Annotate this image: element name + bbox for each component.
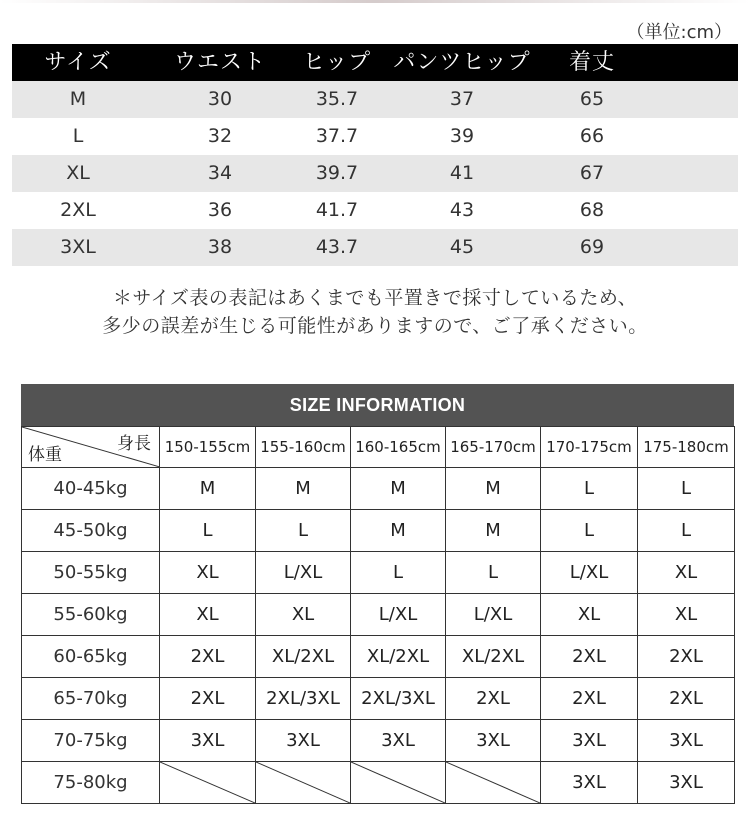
size-recommendation: 2XL [638, 678, 735, 720]
size-grid [21, 426, 735, 804]
size-recommendation: M [256, 468, 351, 510]
size-table [12, 44, 738, 266]
corner-height-label: 身長 [117, 434, 151, 454]
height-header: 175-180cm [638, 427, 735, 468]
size-recommendation: XL [160, 552, 256, 594]
size-cell-hip: 37.7 [315, 125, 359, 147]
size-row [12, 229, 738, 266]
size-information-table [21, 384, 734, 804]
size-row [12, 192, 738, 229]
size-table-body [12, 81, 738, 266]
size-recommendation: 2XL [446, 678, 541, 720]
size-cell-size: 3XL [60, 236, 96, 258]
size-cell-pants-hip: 43 [449, 199, 475, 221]
size-recommendation: L [638, 468, 735, 510]
weight-row [22, 678, 735, 720]
weight-row [22, 720, 735, 762]
empty-cell [351, 762, 446, 804]
size-recommendation: M [351, 468, 446, 510]
size-recommendation: XL [256, 594, 351, 636]
size-cell-hip: 39.7 [315, 162, 359, 184]
size-cell-size: L [72, 125, 84, 147]
size-cell-hip: 35.7 [315, 88, 359, 110]
size-recommendation: L [638, 510, 735, 552]
height-header: 170-175cm [541, 427, 638, 468]
size-row [12, 81, 738, 118]
size-recommendation: 3XL [446, 720, 541, 762]
size-cell-waist: 36 [207, 199, 233, 221]
size-cell-pants-hip: 39 [449, 125, 475, 147]
size-recommendation: M [446, 468, 541, 510]
size-recommendation: XL/2XL [351, 636, 446, 678]
size-recommendation: XL [541, 594, 638, 636]
size-recommendation: 2XL [160, 636, 256, 678]
size-cell-length: 65 [579, 88, 605, 110]
height-header: 150-155cm [160, 427, 256, 468]
note-line-1: ＊サイズ表の表記はあくまでも平置きで採寸しているため、 [112, 287, 638, 309]
size-cell-size: 2XL [60, 199, 96, 221]
empty-cell [256, 762, 351, 804]
weight-row [22, 594, 735, 636]
weight-row [22, 762, 735, 804]
size-cell-pants-hip: 37 [449, 88, 475, 110]
header-length: 着丈 [568, 50, 615, 75]
size-recommendation: 3XL [160, 720, 256, 762]
header-pants-hip: パンツヒップ [393, 50, 531, 75]
height-header: 165-170cm [446, 427, 541, 468]
weight-row [22, 552, 735, 594]
size-recommendation: 2XL [638, 636, 735, 678]
size-cell-waist: 30 [207, 88, 233, 110]
header-size: サイズ [44, 50, 112, 75]
size-row [12, 155, 738, 192]
weight-row [22, 468, 735, 510]
empty-cell-diagonal [446, 762, 540, 803]
height-header-row [22, 427, 735, 468]
size-recommendation: 2XL [541, 678, 638, 720]
weight-row [22, 510, 735, 552]
weight-label: 65-70kg [22, 678, 160, 720]
size-recommendation: 2XL/3XL [351, 678, 446, 720]
empty-cell-diagonal [351, 762, 445, 803]
size-cell-pants-hip: 45 [449, 236, 475, 258]
size-recommendation: L [256, 510, 351, 552]
size-recommendation: L/XL [256, 552, 351, 594]
size-recommendation: L/XL [351, 594, 446, 636]
empty-cell [160, 762, 256, 804]
weight-label: 60-65kg [22, 636, 160, 678]
size-recommendation: M [351, 510, 446, 552]
size-cell-length: 67 [579, 162, 605, 184]
weight-label: 70-75kg [22, 720, 160, 762]
size-recommendation: L [541, 468, 638, 510]
size-cell-waist: 38 [207, 236, 233, 258]
empty-cell-diagonal [256, 762, 350, 803]
weight-label: 50-55kg [22, 552, 160, 594]
size-cell-size: M [69, 88, 87, 110]
size-recommendation: L [160, 510, 256, 552]
weight-label: 75-80kg [22, 762, 160, 804]
header-waist: ウエスト [173, 50, 266, 75]
corner-cell [22, 427, 160, 468]
weight-label: 45-50kg [22, 510, 160, 552]
size-recommendation: 2XL/3XL [256, 678, 351, 720]
size-recommendation: XL [160, 594, 256, 636]
size-recommendation: 3XL [541, 762, 638, 804]
size-recommendation: 3XL [638, 762, 735, 804]
size-table-header [12, 44, 738, 81]
size-recommendation: XL [638, 594, 735, 636]
size-cell-waist: 32 [207, 125, 233, 147]
size-recommendation: L [541, 510, 638, 552]
empty-cell [446, 762, 541, 804]
empty-cell-diagonal [160, 762, 255, 803]
height-header: 155-160cm [256, 427, 351, 468]
size-recommendation: 2XL [541, 636, 638, 678]
size-cell-pants-hip: 41 [449, 162, 475, 184]
unit-label: （単位:cm） [626, 22, 732, 43]
header-hip: ヒップ [302, 50, 372, 75]
weight-label: 55-60kg [22, 594, 160, 636]
size-recommendation: 3XL [351, 720, 446, 762]
size-cell-hip: 43.7 [315, 236, 359, 258]
size-cell-hip: 41.7 [315, 199, 359, 221]
size-information-title: SIZE INFORMATION [21, 384, 734, 426]
size-cell-size: XL [66, 162, 90, 184]
size-cell-waist: 34 [207, 162, 233, 184]
top-divider [0, 0, 750, 3]
size-cell-length: 68 [579, 199, 605, 221]
note-line-2: 多少の誤差が生じる可能性がありますので、ご了承ください。 [102, 315, 648, 337]
weight-label: 40-45kg [22, 468, 160, 510]
size-recommendation: L [351, 552, 446, 594]
size-recommendation: 3XL [541, 720, 638, 762]
size-recommendation: 3XL [638, 720, 735, 762]
size-recommendation: M [160, 468, 256, 510]
size-recommendation: XL/2XL [256, 636, 351, 678]
size-cell-length: 66 [579, 125, 605, 147]
size-recommendation: XL/2XL [446, 636, 541, 678]
size-row [12, 118, 738, 155]
height-header: 160-165cm [351, 427, 446, 468]
size-recommendation: XL [638, 552, 735, 594]
size-recommendation: L/XL [446, 594, 541, 636]
size-recommendation: 3XL [256, 720, 351, 762]
size-recommendation: 2XL [160, 678, 256, 720]
size-recommendation: L/XL [541, 552, 638, 594]
size-recommendation: L [446, 552, 541, 594]
size-recommendation: M [446, 510, 541, 552]
size-cell-length: 69 [579, 236, 605, 258]
weight-row [22, 636, 735, 678]
corner-weight-label: 体重 [28, 445, 62, 465]
